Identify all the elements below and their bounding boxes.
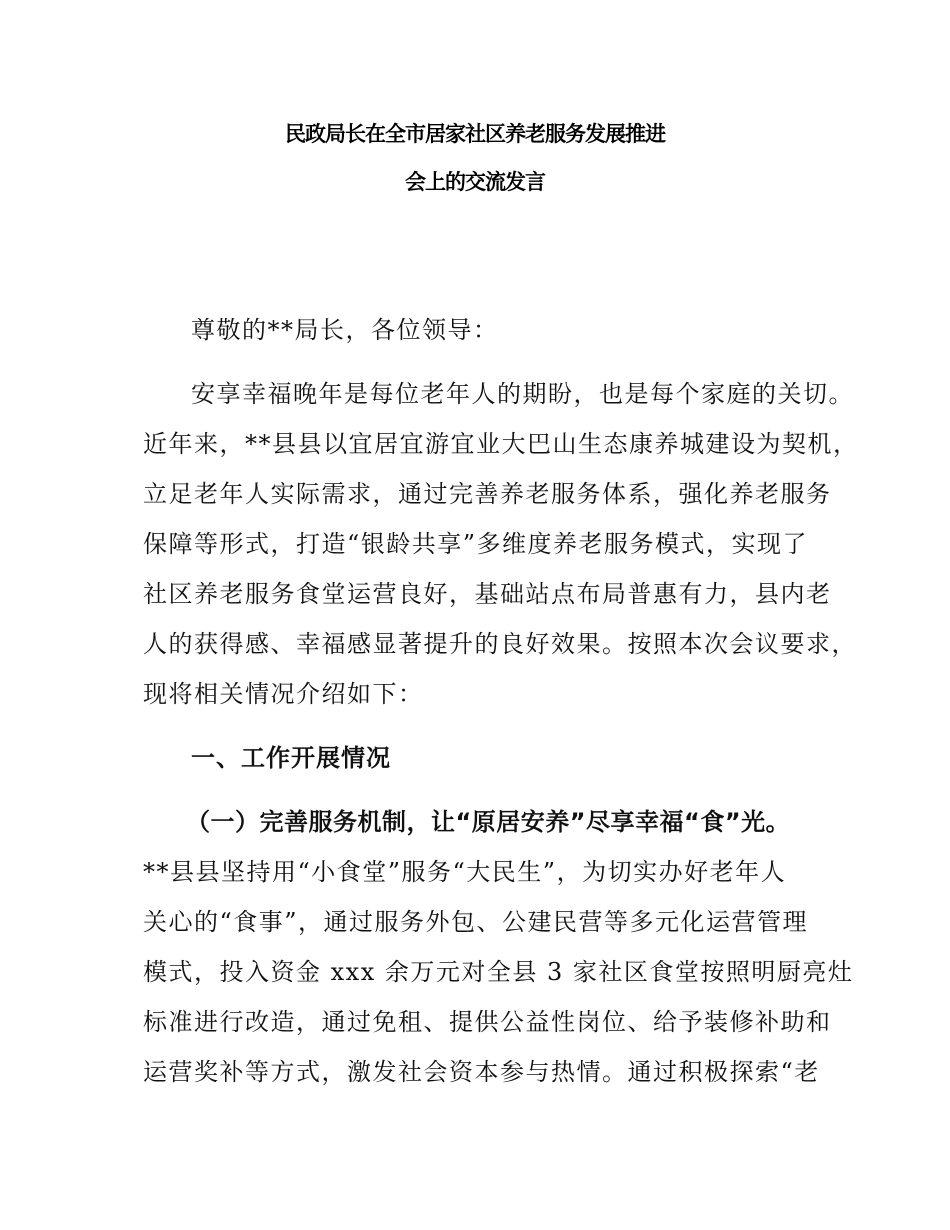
body-line: 运营奖补等方式，激发社会资本参与热情。通过积极探索“老	[143, 1058, 820, 1086]
intro-line: 安享幸福晚年是每位老年人的期盼，也是每个家庭的关切。	[191, 380, 854, 408]
intro-line: 近年来，**县县以宜居宜游宜业大巴山生态康养城建设为契机，	[143, 430, 859, 458]
intro-line: 社区养老服务食堂运营良好，基础站点布局普惠有力，县内老	[143, 580, 832, 608]
section-heading: 一、工作开展情况	[191, 744, 391, 772]
document-title-line-2: 会上的交流发言	[405, 170, 545, 194]
intro-line: 人的获得感、幸福感显著提升的良好效果。按照本次会议要求，	[143, 630, 857, 658]
intro-line: 立足老年人实际需求，通过完善养老服务体系，强化养老服务	[143, 480, 832, 508]
salutation: 尊敬的**局长，各位领导：	[191, 316, 499, 344]
body-line: 模式，投入资金 xxx 余万元对全县 3 家社区食堂按照明厨亮灶	[143, 958, 854, 986]
document-title-line-1: 民政局长在全市居家社区养老服务发展推进	[285, 122, 665, 146]
subsection-heading: （一）完善服务机制，让“原居安养”尽享幸福“食”光。	[186, 808, 791, 836]
body-line: 关心的“食事”，通过服务外包、公建民营等多元化运营管理	[143, 908, 809, 936]
body-line: **县县坚持用“小食堂”服务“大民生”，为切实办好老年人	[143, 858, 787, 886]
intro-line: 现将相关情况介绍如下：	[143, 680, 424, 708]
body-line: 标准进行改造，通过免租、提供公益性岗位、给予装修补助和	[143, 1008, 832, 1036]
intro-line: 保障等形式，打造“银龄共享”多维度养老服务模式，实现了	[143, 530, 809, 558]
